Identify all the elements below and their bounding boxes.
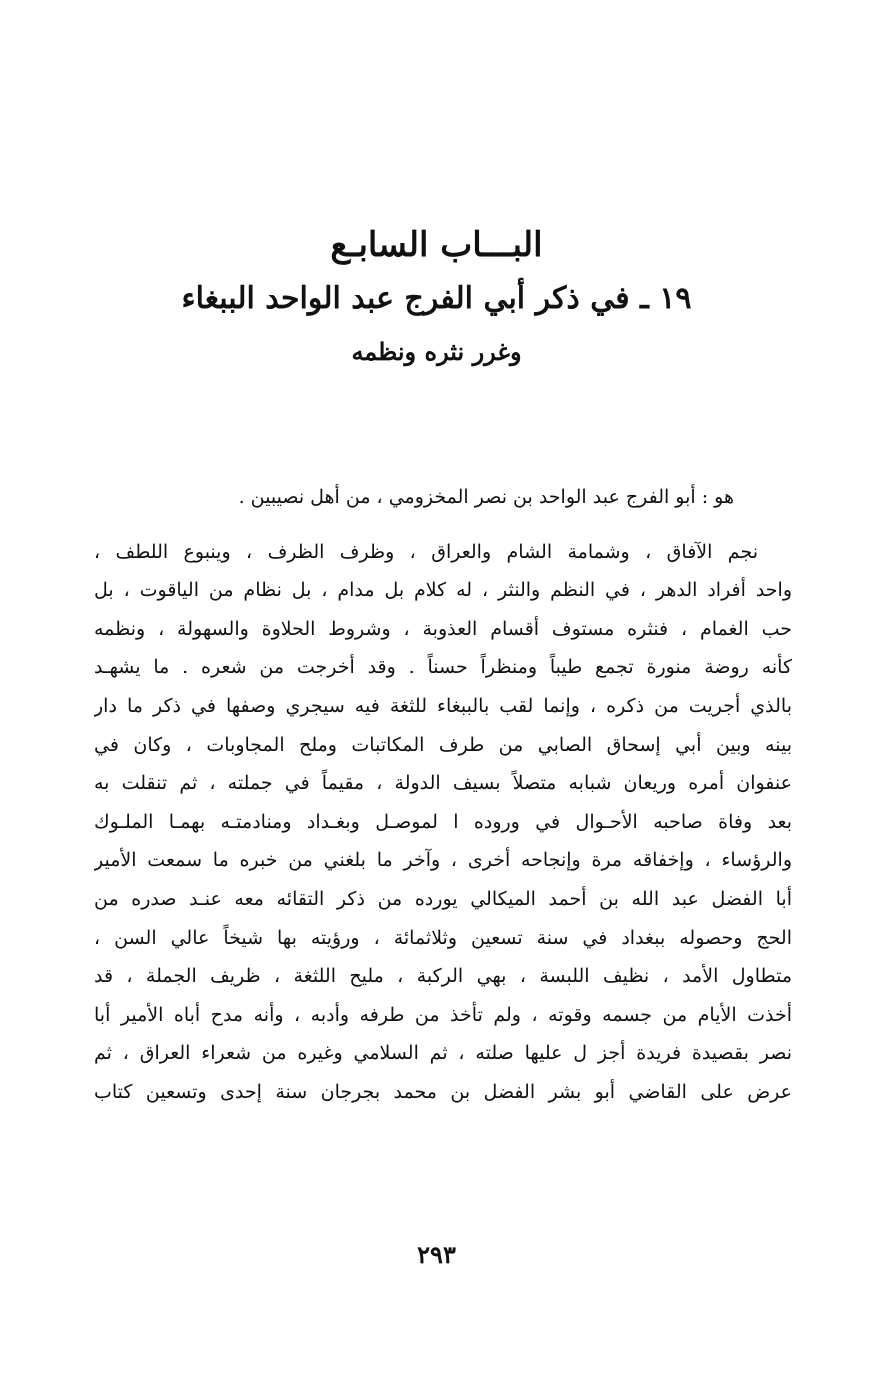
paragraph-line: نصر بقصيدة فريدة أجز ل عليها صلته ، ثم السلامي وغيره من شعراء العراق ، ثم — [94, 1042, 792, 1065]
paragraph-line: عرض على القاضي أبو بشر الفضل بن محمد بجرجان سنة إحدى وتسعين كتاب — [94, 1080, 792, 1103]
heading-block — [100, 222, 773, 370]
paragraph-line: بالذي أجريت من ذكره ، وإنما لقب بالببغاء للثغة فيه سيجري وصفها في ذكر ما دار — [94, 694, 792, 717]
paragraph-line: واحد أفراد الدهر ، في النظم والنثر ، له كلام بل مدام ، بل نظام من الياقوت ، بل — [94, 579, 792, 602]
main-paragraph — [94, 533, 792, 1112]
chapter-title: البـــاب السابـع — [330, 225, 543, 265]
paragraph-line: نجم الآفاق ، وشمامة الشام والعراق ، وظرف الظرف ، وينبوع اللطف ، — [94, 540, 758, 563]
body-text — [94, 478, 792, 1112]
section-subtitle: وغرر نثره ونظمه — [351, 337, 522, 366]
paragraph-line: الحج وحصوله ببغداد في سنة تسعين وثلاثمائة ، ورؤيته بها شيخاً عالي السن ، — [94, 926, 792, 949]
paragraph-line: بعد وفاة صاحبه الأحـوال في وروده ا لموصـل وبغـداد ومنادمتـه بهمـا الملـوك — [94, 810, 792, 833]
paragraph-line: أخذت الأيام من جسمه وقوته ، ولم تأخذ من طرفه وأدبه ، وأنه مدح أباه الأمير أبا — [94, 1003, 792, 1026]
intro-line: هو : أبو الفرج عبد الواحد بن نصر المخزومي ، من أهل نصيبين . — [238, 486, 734, 508]
paragraph-line: عنفوان أمره وريعان شبابه متصلاً بسيف الدولة ، مقيماً في جملته ، ثم تنقلت به — [94, 772, 792, 795]
paragraph-line: حب الغمام ، فنثره مستوف أقسام العذوبة ، وشروط الحلاوة والسهولة ، ونظمه — [94, 617, 792, 640]
paragraph-line: كأنه روضة منورة تجمع طيباً ومنظراً حسناً . وقد أخرجت من شعره . ما يشهـد — [94, 656, 792, 679]
page-number: ٢٩٣ — [417, 1240, 456, 1269]
paragraph-line: والرؤساء ، وإخفاقه مرة وإنجاحه أخرى ، وآخر ما بلغني من خبره ما سمعت الأمير — [94, 849, 792, 872]
paragraph-line: بينه وبين أبي إسحاق الصابي من طرف المكاتبات وملح المجاوبات ، وكان في — [94, 733, 792, 756]
paragraph-line: متطاول الأمد ، نظيف اللبسة ، بهي الركبة ، مليح اللثغة ، ظريف الجملة ، قد — [94, 965, 792, 988]
section-title: ١٩ ـ في ذكر أبي الفرج عبد الواحد الببغاء — [181, 281, 692, 316]
paragraph-line: أبا الفضل عبد الله بن أحمد الميكالي يورده من ذكر التقائه معه عنـد صدره من — [94, 887, 792, 910]
